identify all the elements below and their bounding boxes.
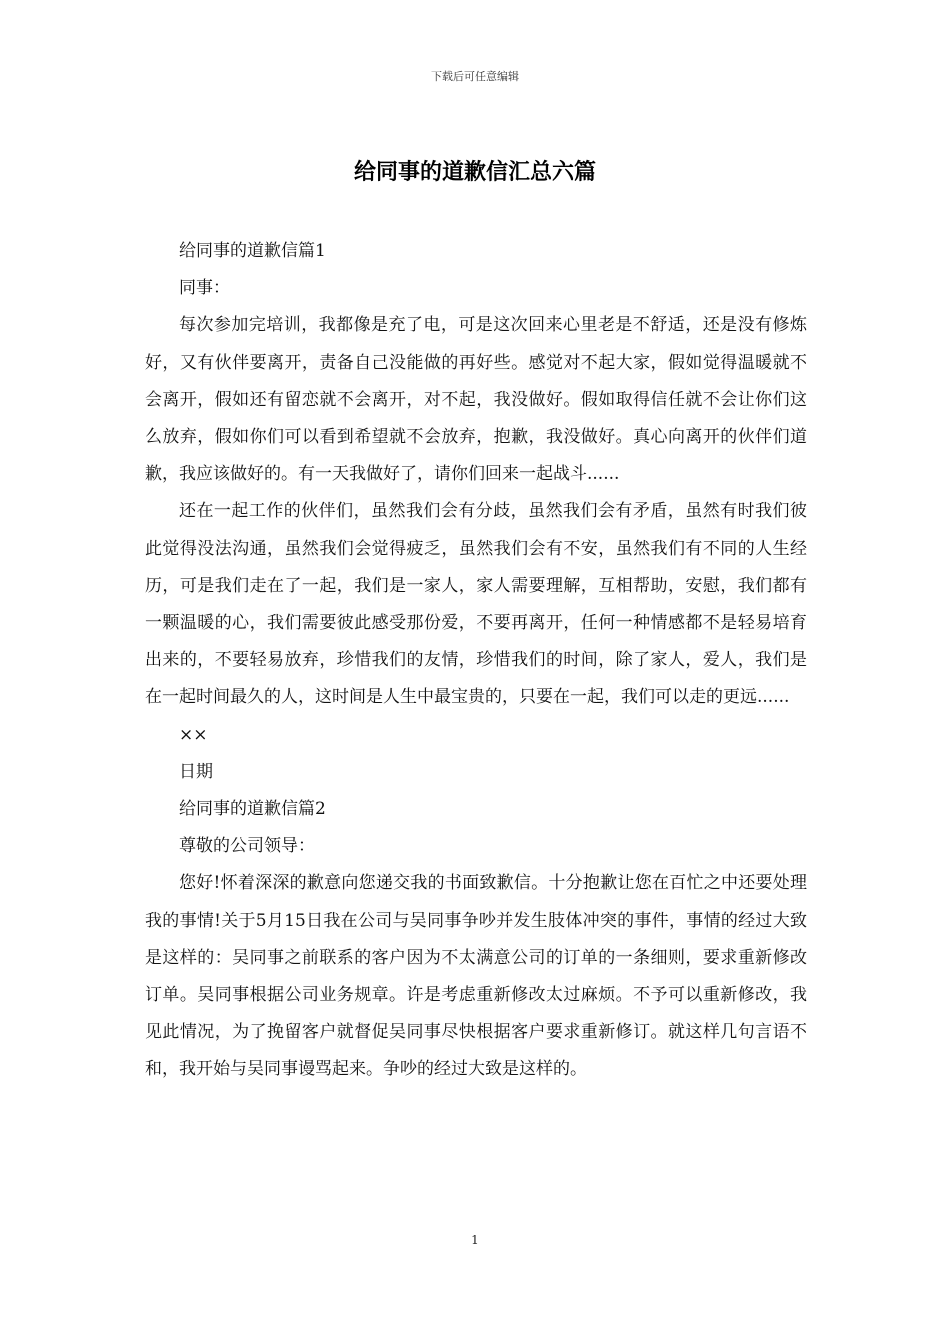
page-number: 1 bbox=[471, 1233, 479, 1247]
section-heading-2: 给同事的道歉信篇2 bbox=[179, 799, 326, 820]
section-heading-1: 给同事的道歉信篇1 bbox=[179, 241, 326, 261]
salutation-2: 尊敬的公司领导： bbox=[179, 836, 315, 857]
body-paragraph: 您好!怀着深深的歉意向您递交我的书面致歉信。十分抱歉让您在百忙之中还要处理我的事情!关于5月15日我在公司与吴同事争吵并发生肢体冲突的事件，事情的经过大致是这样的：吴同事之前联系的客户因为不太满意公司的订单的一条细则，要求重新修改订单。吴同事根据公司业务规章。许是考虑重新修改太过麻烦。不予可以重新修改，我见此情况，为了挽留客户就督促吴同事尽快根据客户要求重新修订。就这样几句言语不和，我开始与吴同事谩骂起来。争吵的经过大致是这样的。 bbox=[145, 873, 807, 1080]
header-note: 下载后可任意编辑 bbox=[431, 70, 519, 83]
body-paragraph: 还在一起工作的伙伴们，虽然我们会有分歧，虽然我们会有矛盾，虽然有时我们彼此觉得没法沟通，虽然我们会觉得疲乏，虽然我们会有不安，虽然我们有不同的人生经历，可是我们走在了一起，我们是一家人，家人需要理解，互相帮助，安慰，我们都有一颗温暖的心，我们需要彼此感受那份爱，不要再离开，任何一种情感都不是轻易培育出来的，不要轻易放弃，珍惜我们的友情，珍惜我们的时间，除了家人，爱人，我们是在一起时间最久的人，这时间是人生中最宝贵的，只要在一起，我们可以走的更远...... bbox=[145, 501, 807, 708]
document-title: 给同事的道歉信汇总六篇 bbox=[353, 159, 596, 185]
date-line: 日期 bbox=[179, 761, 213, 782]
signature: ×× bbox=[179, 724, 208, 745]
salutation-1: 同事： bbox=[179, 278, 230, 299]
body-paragraph: 每次参加完培训，我都像是充了电，可是这次回来心里老是不舒适，还是没有修炼好，又有伙伴要离开，责备自己没能做的再好些。感觉对不起大家，假如觉得温暖就不会离开，假如还有留恋就不会离开，对不起，我没做好。假如取得信任就不会让你们这么放弃，假如你们可以看到希望就不会放弃，抱歉，我没做好。真心向离开的伙伴们道歉，我应该做好的。有一天我做好了，请你们回来一起战斗...... bbox=[145, 315, 807, 485]
document-body bbox=[145, 233, 807, 1089]
